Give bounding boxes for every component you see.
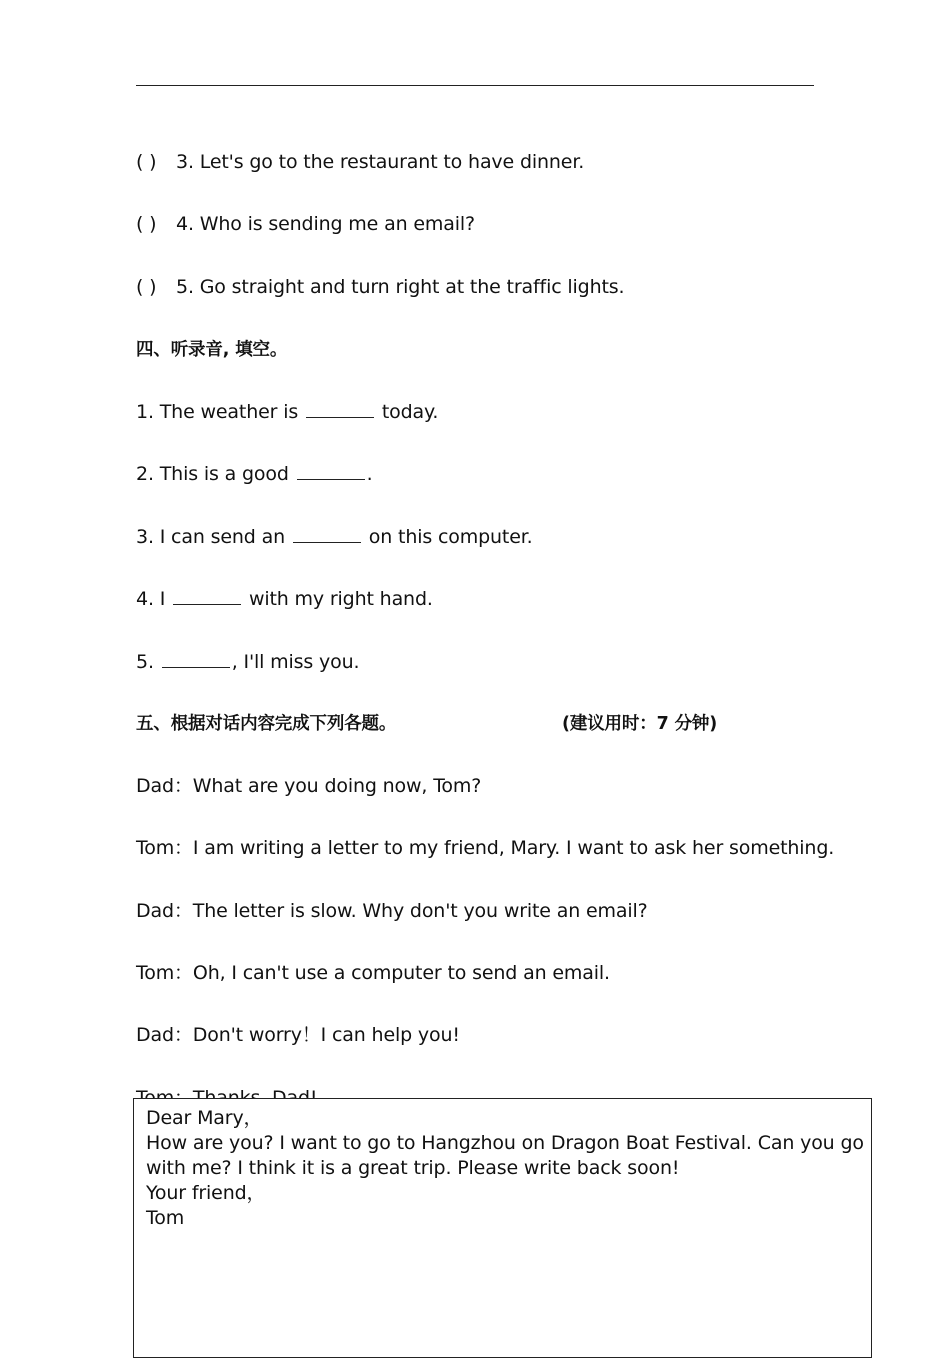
dialogue-line: Dad：Don't worry！I can help you! (136, 1024, 460, 1046)
fill-text-before: 2. This is a good (136, 463, 289, 485)
letter-box (133, 1098, 872, 1358)
header-rule (136, 85, 814, 86)
fill-blank[interactable] (306, 400, 374, 418)
answer-paren[interactable]: ( ) (136, 276, 157, 298)
section-5-title: 五、根据对话内容完成下列各题。 (136, 714, 397, 734)
letter-closing: Your friend， (146, 1182, 266, 1204)
answer-paren[interactable]: ( ) (136, 151, 157, 173)
dialogue-line: Dad：The letter is slow. Why don't you write an email? (136, 900, 648, 922)
fill-text-after: today. (381, 401, 439, 423)
dialogue-line: Tom：Oh, I can't use a computer to send an email. (136, 962, 610, 984)
fill-item-5 (136, 650, 359, 674)
question-text: 3. Let's go to the restaurant to have dinner. (176, 151, 585, 173)
fill-text-after: . (366, 463, 373, 485)
letter-body-line: with me? I think it is a great trip. Please write back soon! (146, 1157, 680, 1179)
fill-item-1 (136, 400, 438, 424)
fill-item-4 (136, 587, 433, 611)
fill-text-after: , I'll miss you. (231, 651, 360, 673)
question-4 (136, 212, 475, 236)
fill-blank[interactable] (297, 462, 365, 480)
fill-text-after: on this computer. (368, 526, 533, 548)
fill-item-3 (136, 525, 533, 549)
fill-blank[interactable] (293, 525, 361, 543)
fill-item-2 (136, 462, 373, 486)
fill-text-before: 4. I (136, 588, 166, 610)
question-text: 5. Go straight and turn right at the traffic lights. (176, 276, 625, 298)
time-hint: (建议用时：7 分钟) (562, 714, 718, 734)
question-text: 4. Who is sending me an email? (176, 213, 475, 235)
dialogue-line: Tom：I am writing a letter to my friend, Mary. I want to ask her something. (136, 837, 835, 859)
letter-greeting: Dear Mary， (146, 1107, 263, 1129)
section-5-heading (136, 712, 814, 736)
section-4-heading: 四、听录音, 填空。 (136, 340, 288, 360)
fill-text-before: 1. The weather is (136, 401, 299, 423)
fill-text-before: 3. I can send an (136, 526, 285, 548)
fill-blank[interactable] (162, 650, 230, 668)
letter-signature: Tom (146, 1207, 185, 1229)
dialogue-line: Dad：What are you doing now, Tom? (136, 775, 482, 797)
fill-text-before: 5. (136, 651, 154, 673)
fill-blank[interactable] (173, 587, 241, 605)
fill-text-after: with my right hand. (248, 588, 433, 610)
letter-body-line: How are you? I want to go to Hangzhou on Dragon Boat Festival. Can you go (146, 1132, 864, 1154)
answer-paren[interactable]: ( ) (136, 213, 157, 235)
question-5 (136, 275, 624, 299)
question-3 (136, 150, 584, 174)
